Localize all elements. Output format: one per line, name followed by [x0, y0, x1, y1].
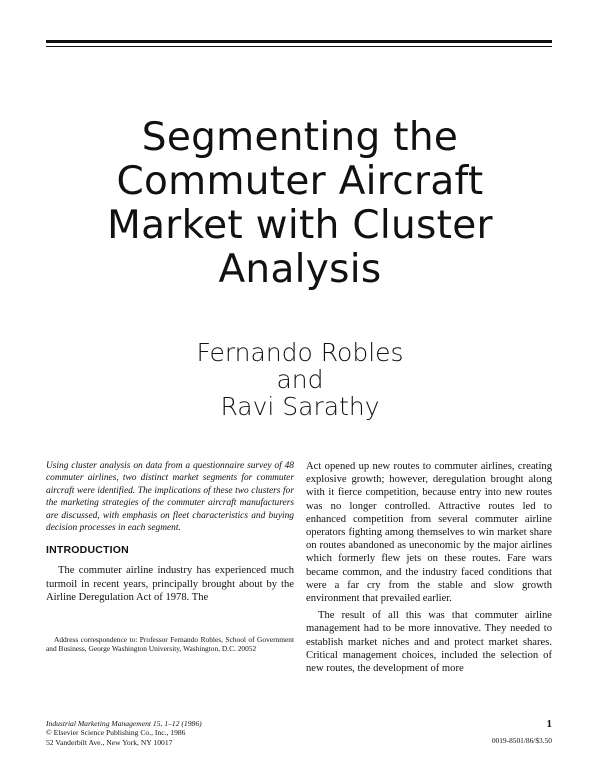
journal-citation: Industrial Marketing Management 15, 1–12 (1986) — [46, 719, 202, 728]
authors — [40, 339, 560, 420]
title-line: Analysis — [218, 247, 382, 292]
left-column — [46, 460, 294, 604]
author-name: Ravi Sarathy — [220, 392, 380, 421]
author-conjunction: and — [276, 365, 324, 394]
correspondence-footnote: Address correspondence to: Professor Fernando Robles, School of Government and Business, George Washington University, Washington, D.C. 20052 — [46, 635, 294, 654]
page-number: 1 — [546, 718, 552, 730]
title-line: Commuter Aircraft — [116, 159, 484, 204]
publisher-address: 52 Vanderbilt Ave., New York, NY 10017 — [46, 737, 173, 747]
title-line: Segmenting the — [141, 115, 459, 160]
body-paragraph: The result of all this was that commuter airline management had to be more innovative. They needed to establish market niches and and protect market shares. Critical management choices, included the selection of new routes, the development of more — [306, 610, 552, 675]
body-paragraph-continued: Act opened up new routes to commuter airlines, creating explosive growth; however, deregulation brought along with it fierce competition, because entry into new routes was no longer controlled. Attractive routes led to enhanced competition from several commuter airline operators fighting among themselves to win market share on routes abandoned as uneconomic by the major airlines which formerly flew jets on these routes. Fare wars became common, and the industry faced conditions that were a far cry from the stable and slow growth environment that prevailed earlier. — [306, 461, 552, 605]
top-rule-thin — [46, 46, 552, 47]
body-paragraph: The commuter airline industry has experienced much turmoil in recent years, principally brought about by the Airline Deregulation Act of 1978. The — [46, 565, 294, 603]
abstract: Using cluster analysis on data from a questionnaire survey of 48 commuter airlines, two distinct market segments for commuter aircraft were identified. The implications of these two clusters for the marketing strategies of the commuter aircraft manufacturers are discussed, with emphasis on fleet characteristics and buying decision processes in each segment. — [46, 461, 294, 534]
author-name: Fernando Robles — [196, 338, 404, 367]
publication-footer — [46, 719, 202, 747]
section-heading: INTRODUCTION — [46, 544, 129, 557]
publisher-line: © Elsevier Science Publishing Co., Inc., 1986 — [46, 728, 186, 738]
right-column — [306, 460, 552, 675]
title-line: Market with Cluster — [107, 203, 493, 248]
article-title — [40, 116, 560, 292]
issn-code: 0019-8501/86/$3.50 — [491, 736, 552, 745]
top-rule-thick — [46, 40, 552, 43]
